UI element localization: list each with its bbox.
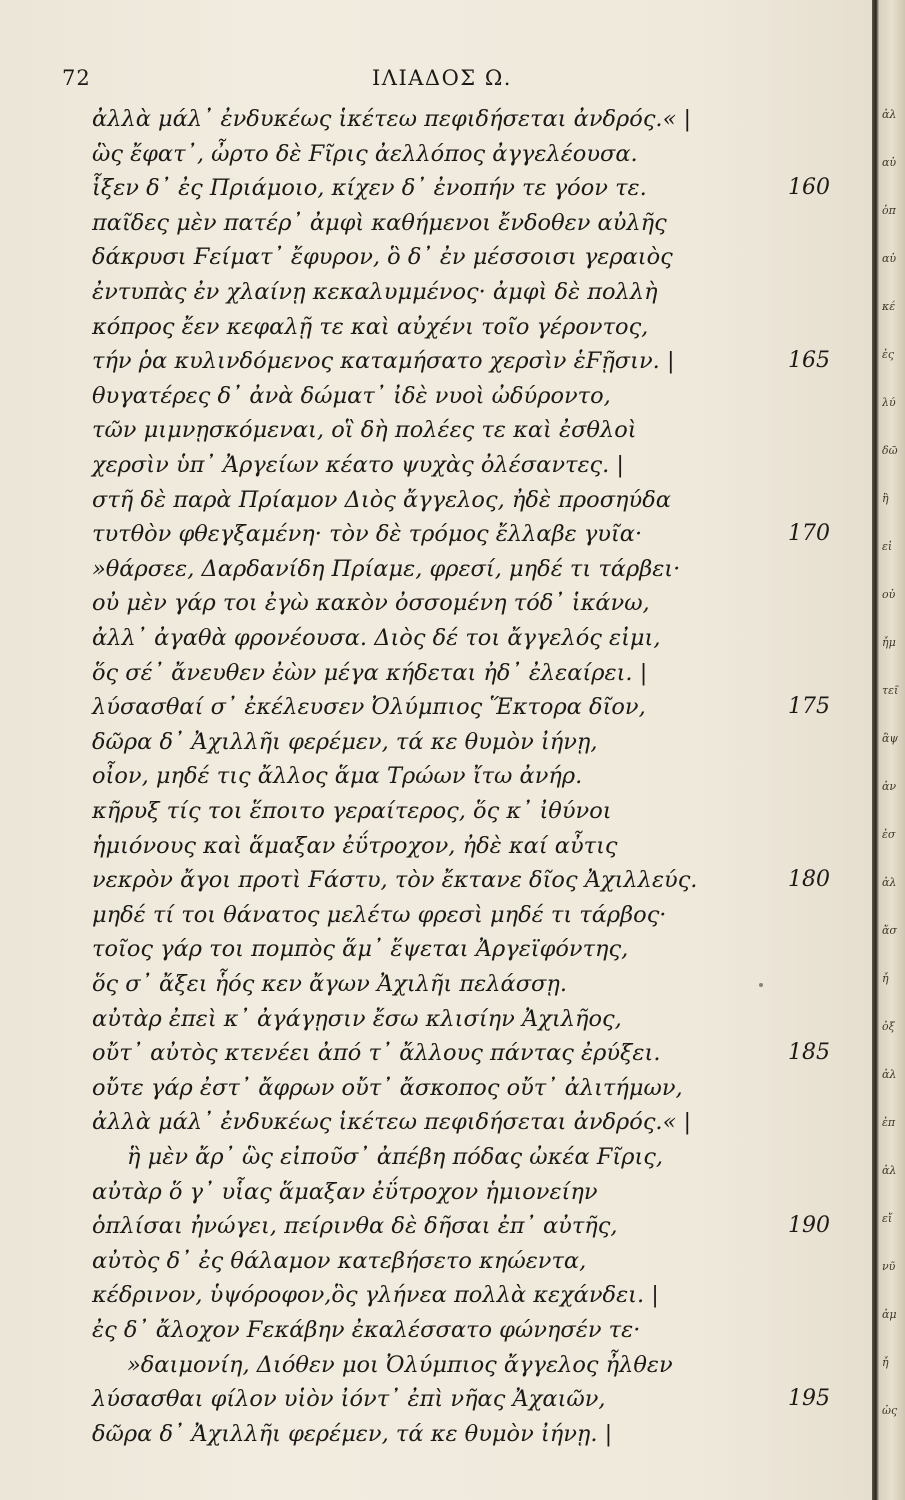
verse-line: ἐντυπὰς ἐν χλαίνῃ κεκαλυμμένος· ἀμφὶ δὲ πολλὴ <box>92 279 658 305</box>
verse-line: ἀλλὰ μάλ᾽ ἐνδυκέως ἱκέτεω πεφιδήσεται ἀνδρός.« | <box>92 1109 692 1136</box>
facing-page-fragment: ἢ <box>882 492 889 505</box>
facing-page-fragment: ἀμ <box>882 1308 897 1321</box>
verse-line: κῆρυξ τίς τοι ἕποιτο γεραίτερος, ὅς κ᾽ ἰθύνοι <box>92 798 612 824</box>
verse-line: τῶν μιμνῃσκόμεναι, οἳ δὴ πολέες τε καὶ ἐσθλοὶ <box>92 417 637 444</box>
verse-line: παῖδες μὲν πατέρ᾽ ἀμφὶ καθήμενοι ἔνδοθεν αὐλῆς <box>92 209 667 236</box>
facing-page-fragment: οὐ <box>882 588 896 601</box>
verse-line: τήν ῥα κυλινδόμενος καταμήσατο χερσὶν ἑϜῇσιν. | <box>92 348 675 375</box>
facing-page-fragment: κέ <box>882 300 896 313</box>
paper-spot <box>759 983 763 987</box>
verse-line: λύσασθαι φίλον υἱὸν ἰόντ᾽ ἐπὶ νῆας Ἀχαιῶν, <box>92 1386 606 1413</box>
verse-line: λύσασθαί σ᾽ ἐκέλευσεν Ὀλύμπιος Ἕκτορα δῖον, <box>92 694 646 721</box>
facing-page-fragment: ἄσ <box>882 924 897 937</box>
facing-page-edge <box>872 0 905 1500</box>
line-number: 180 <box>788 867 830 893</box>
verse-line: ὅς σ᾽ ἄξει ἧός κεν ἄγων Ἀχιλῆι πελάσσῃ. <box>92 971 568 997</box>
facing-page-fragment: ἂψ <box>882 732 899 745</box>
running-title: ΙΛΙΑΔΟΣ Ω. <box>372 66 512 90</box>
verse-line: αὐτὸς δ᾽ ἐς θάλαμον κατεβήσετο κηώεντα, <box>92 1247 587 1274</box>
verse-line: αὐτὰρ ἐπεὶ κ᾽ ἀγάγῃσιν ἔσω κλισίην Ἀχιλῆος, <box>92 1005 622 1032</box>
verse-line: οὔτε γάρ ἐστ᾽ ἄφρων οὔτ᾽ ἄσκοπος οὔτ᾽ ἀλιτήμων, <box>92 1074 683 1101</box>
facing-page-fragment: νῦ <box>882 1260 896 1273</box>
facing-page-fragment: ἀλ <box>882 108 897 121</box>
verse-line: μηδέ τί τοι θάνατος μελέτω φρεσὶ μηδέ τι τάρβος· <box>92 901 667 928</box>
verse-line: δάκρυσι Ϝείματ᾽ ἔφυρον, ὃ δ᾽ ἐν μέσσοισι γεραιὸς <box>92 244 673 271</box>
page-number: 72 <box>62 66 91 90</box>
line-number: 165 <box>788 348 830 374</box>
verse-line: νεκρὸν ἄγοι προτὶ Ϝάστυ, τὸν ἔκτανε δῖος Ἀχιλλεύς. <box>92 867 698 894</box>
facing-page-fragment: αὐ <box>882 252 897 265</box>
facing-page-fragment: ἀν <box>882 780 897 793</box>
verse-line: ἐς δ᾽ ἄλοχον Ϝεκάβην ἐκαλέσσατο φώνησέν τε· <box>92 1317 641 1343</box>
verse-line: ἣ μὲν ἄρ᾽ ὣς εἰποῦσ᾽ ἀπέβη πόδας ὠκέα Ϝῖρις, <box>127 1144 664 1170</box>
line-number: 170 <box>788 521 830 547</box>
line-number: 175 <box>788 694 830 720</box>
verse-line: ὣς ἔφατ᾽, ὦρτο δὲ Ϝῖρις ἀελλόπος ἀγγελέουσα. <box>92 140 638 167</box>
verse-line: θυγατέρες δ᾽ ἀνὰ δώματ᾽ ἰδὲ νυοὶ ὠδύροντο, <box>92 382 611 409</box>
facing-page-fragment: ἀλ <box>882 1068 897 1081</box>
verse-line: κόπρος ἔεν κεφαλῇ τε καὶ αὐχένι τοῖο γέροντος, <box>92 313 649 340</box>
verse-line: ὅς σέ᾽ ἄνευθεν ἐὼν μέγα κήδεται ἠδ᾽ ἐλεαίρει. | <box>92 659 648 686</box>
facing-page-fragment: ὁπ <box>882 204 896 217</box>
facing-page-fragment: ἐς <box>882 348 895 361</box>
verse-line: δῶρα δ᾽ Ἀχιλλῆι φερέμεν, τά κε θυμὸν ἰήνῃ, <box>92 728 598 755</box>
facing-page-fragment: εἰ <box>882 540 893 553</box>
facing-page-fragment: ὀξ <box>882 1020 895 1033</box>
verse-line: χερσὶν ὑπ᾽ Ἀργείων κέατο ψυχὰς ὀλέσαντες. | <box>92 452 625 478</box>
verse-line: δῶρα δ᾽ Ἀχιλλῆι φερέμεν, τά κε θυμὸν ἰήνῃ. | <box>92 1420 613 1447</box>
verse-line: »δαιμονίη, Διόθεν μοι Ὀλύμπιος ἄγγελος ἦλθεν <box>127 1351 673 1378</box>
facing-page-fragment: ἐπ <box>882 1116 896 1129</box>
verse-line: κέδρινον, ὑψόροφον,ὃς γλήνεα πολλὰ κεχάνδει. | <box>92 1282 659 1309</box>
facing-page-fragment: δῶ <box>882 444 898 457</box>
facing-page-fragment: ἦμ <box>882 636 896 649</box>
verse-line: αὐτὰρ ὅ γ᾽ υἷας ἅμαξαν ἐΰτροχον ἡμιονείην <box>92 1178 598 1205</box>
verse-line: ἷξεν δ᾽ ἐς Πριάμοιο, κίχεν δ᾽ ἐνοπήν τε γόον τε. <box>92 175 647 202</box>
verse-line: ἡμιόνους καὶ ἅμαξαν ἐΰτροχον, ἠδὲ καί αὖτις <box>92 832 618 859</box>
verse-line: ἀλλὰ μάλ᾽ ἐνδυκέως ἱκέτεω πεφιδήσεται ἀνδρός.« | <box>92 106 692 132</box>
facing-page-fragment: ἦ <box>882 1356 889 1369</box>
line-number: 160 <box>788 175 830 201</box>
line-number: 185 <box>788 1040 830 1066</box>
verse-line: τοῖος γάρ τοι πομπὸς ἅμ᾽ ἕψεται Ἀργεϊφόντης, <box>92 936 629 963</box>
verse-line: ἀλλ᾽ ἀγαθὰ φρονέουσα. Διὸς δέ τοι ἄγγελός εἰμι, <box>92 625 661 651</box>
line-number: 195 <box>788 1386 830 1412</box>
line-number: 190 <box>788 1213 830 1239</box>
facing-page-fragment: ἀλ <box>882 1164 897 1177</box>
facing-page-fragment: ἐσ <box>882 828 896 841</box>
facing-page-fragment: ὡς <box>882 1404 898 1417</box>
facing-page-fragment: αὐ <box>882 156 897 169</box>
verse-line: τυτθὸν φθεγξαμένη· τὸν δὲ τρόμος ἔλλαβε γυῖα· <box>92 521 643 548</box>
verse-line: ὁπλίσαι ἠνώγει, πείρινθα δὲ δῆσαι ἐπ᾽ αὐτῆς, <box>92 1213 618 1240</box>
facing-page-fragment: λύ <box>882 396 896 409</box>
verse-line: »θάρσεε, Δαρδανίδη Πρίαμε, φρεσί, μηδέ τι τάρβει· <box>92 555 681 582</box>
facing-page-fragment: τεῖ <box>882 684 899 697</box>
verse-line: οὔτ᾽ αὐτὸς κτενέει ἀπό τ᾽ ἄλλους πάντας ἐρύξει. <box>92 1040 661 1067</box>
facing-page-fragment: ἦ <box>882 972 889 985</box>
verse-line: στῆ δὲ παρὰ Πρίαμον Διὸς ἄγγελος, ἠδὲ προσηύδα <box>92 486 671 513</box>
verse-line: οἶον, μηδέ τις ἄλλος ἅμα Τρώων ἴτω ἀνήρ. <box>92 763 583 790</box>
facing-page-fragment: ἀλ <box>882 876 897 889</box>
facing-page-fragment: εἴ <box>882 1212 893 1225</box>
verse-line: οὐ μὲν γάρ τοι ἐγὼ κακὸν ὀσσομένη τόδ᾽ ἱκάνω, <box>92 590 650 617</box>
